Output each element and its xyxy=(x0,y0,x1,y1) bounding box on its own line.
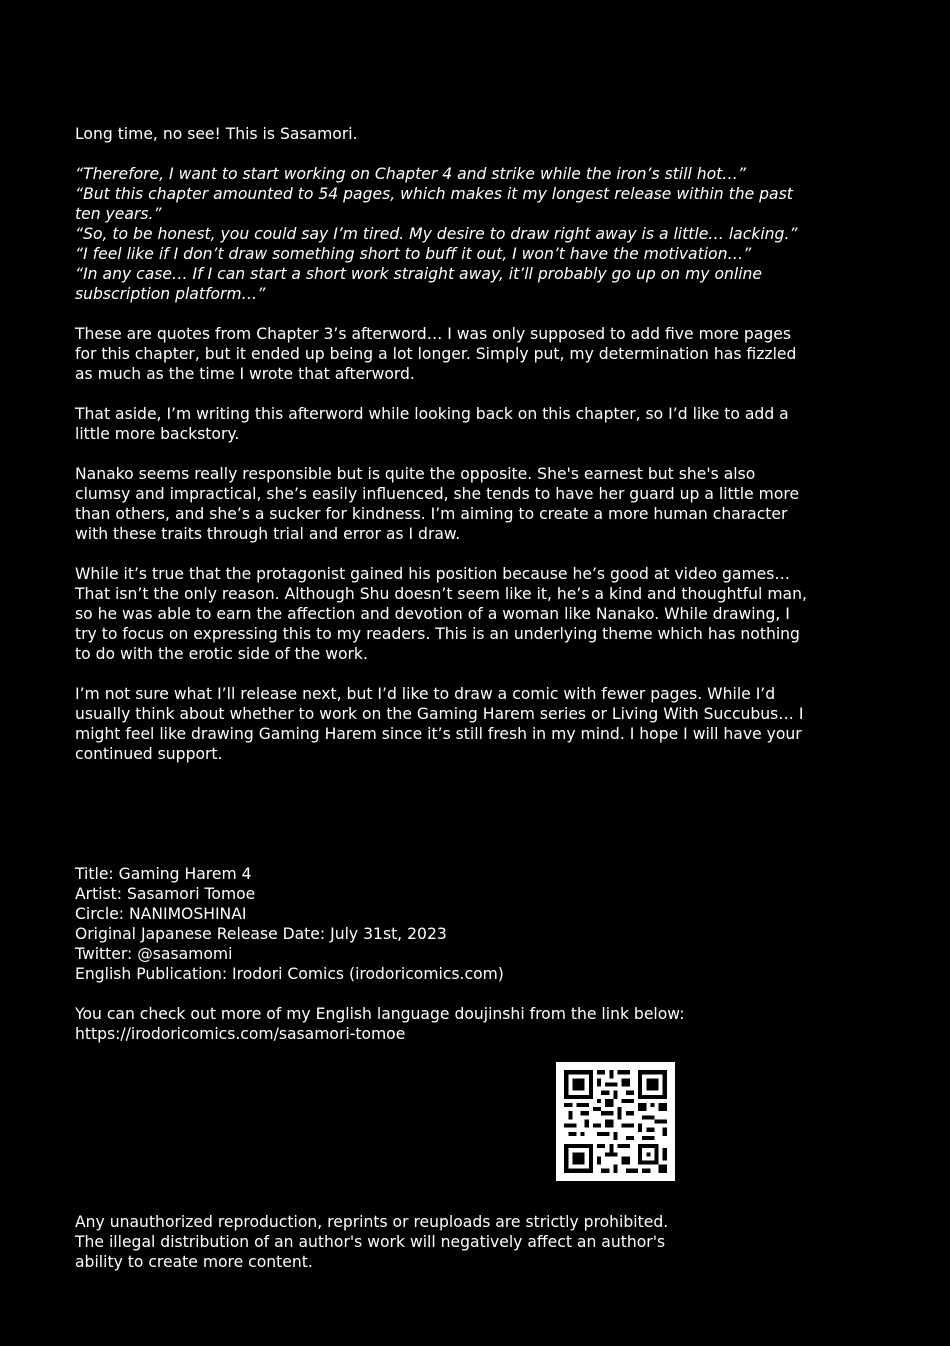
quote-line: “Therefore, I want to start working on Chapter 4 and strike while the iron’s still hot…” xyxy=(75,165,746,183)
quote-line: subscription platform…” xyxy=(75,285,266,303)
copyright-notice: Any unauthorized reproduction, reprints or reuploads are strictly prohibited. The illegal distribution of an author's work will negatively affect an author's ability to create more content. xyxy=(75,1213,669,1271)
credit-release-date: Original Japanese Release Date: July 31st, 2023 xyxy=(75,925,447,943)
afterword-body xyxy=(75,124,865,764)
quote-line: “In any case… If I can start a short work straight away, it’ll probably go up on my online xyxy=(75,265,763,283)
paragraph-next-release: I’m not sure what I’ll release next, but I’d like to draw a comic with fewer pages. While I’d usually think about whether to work on the Gaming Harem series or Living With Succubus… I might feel like drawing Gaming Harem since it’s still fresh in my mind. I hope I will have your continued support. xyxy=(75,685,804,763)
quote-line: ten years.” xyxy=(75,205,162,223)
quote-line: “But this chapter amounted to 54 pages, which makes it my longest release within the past xyxy=(75,185,793,203)
qr-code-graphic xyxy=(556,1062,675,1181)
paragraph-nanako: Nanako seems really responsible but is quite the opposite. She's earnest but she's also clumsy and impractical, she’s easily influenced, she tends to have her guard up a little more than others, and she’s a sucker for kindness. I’m aiming to create a more human character with these traits through trial and error as I draw. xyxy=(75,465,800,543)
credit-twitter: Twitter: @sasamomi xyxy=(75,945,233,963)
quote-line: “I feel like if I don’t draw something short to buff it out, I won’t have the motivation…” xyxy=(75,245,752,263)
paragraph-backstory-intro: That aside, I’m writing this afterword while looking back on this chapter, so I’d like to add a little more backstory. xyxy=(75,405,789,443)
paragraph-protagonist: While it’s true that the protagonist gained his position because he’s good at video games… That isn’t the only reason. Although Shu doesn’t seem like it, he’s a kind and thoughtful man, so he was able to earn the affection and devotion of a woman like Nanako. While drawing, I try to focus on expressing this to my readers. This is an underlying theme which has nothing to do with the erotic side of the work. xyxy=(75,565,807,663)
credit-publication: English Publication: Irodori Comics (irodoricomics.com) xyxy=(75,965,504,983)
paragraph-quotes-context: These are quotes from Chapter 3’s afterword… I was only supposed to add five more pages for this chapter, but it ended up being a lot longer. Simply put, my determination has fizzled as much as the time I wrote that afterword. xyxy=(75,325,797,383)
qr-code-image xyxy=(556,1062,675,1181)
greeting: Long time, no see! This is Sasamori. xyxy=(75,125,358,143)
chapter-3-quotes xyxy=(75,164,865,304)
link-intro: You can check out more of my English language doujinshi from the link below: xyxy=(75,1005,685,1023)
quote-line: “So, to be honest, you could say I’m tired. My desire to draw right away is a little… lacking.” xyxy=(75,225,798,243)
credits-block xyxy=(75,864,865,1044)
credit-artist: Artist: Sasamori Tomoe xyxy=(75,885,256,903)
author-link[interactable]: https://irodoricomics.com/sasamori-tomoe xyxy=(75,1025,406,1043)
credit-circle: Circle: NANIMOSHINAI xyxy=(75,905,247,923)
credit-title: Title: Gaming Harem 4 xyxy=(75,865,252,883)
